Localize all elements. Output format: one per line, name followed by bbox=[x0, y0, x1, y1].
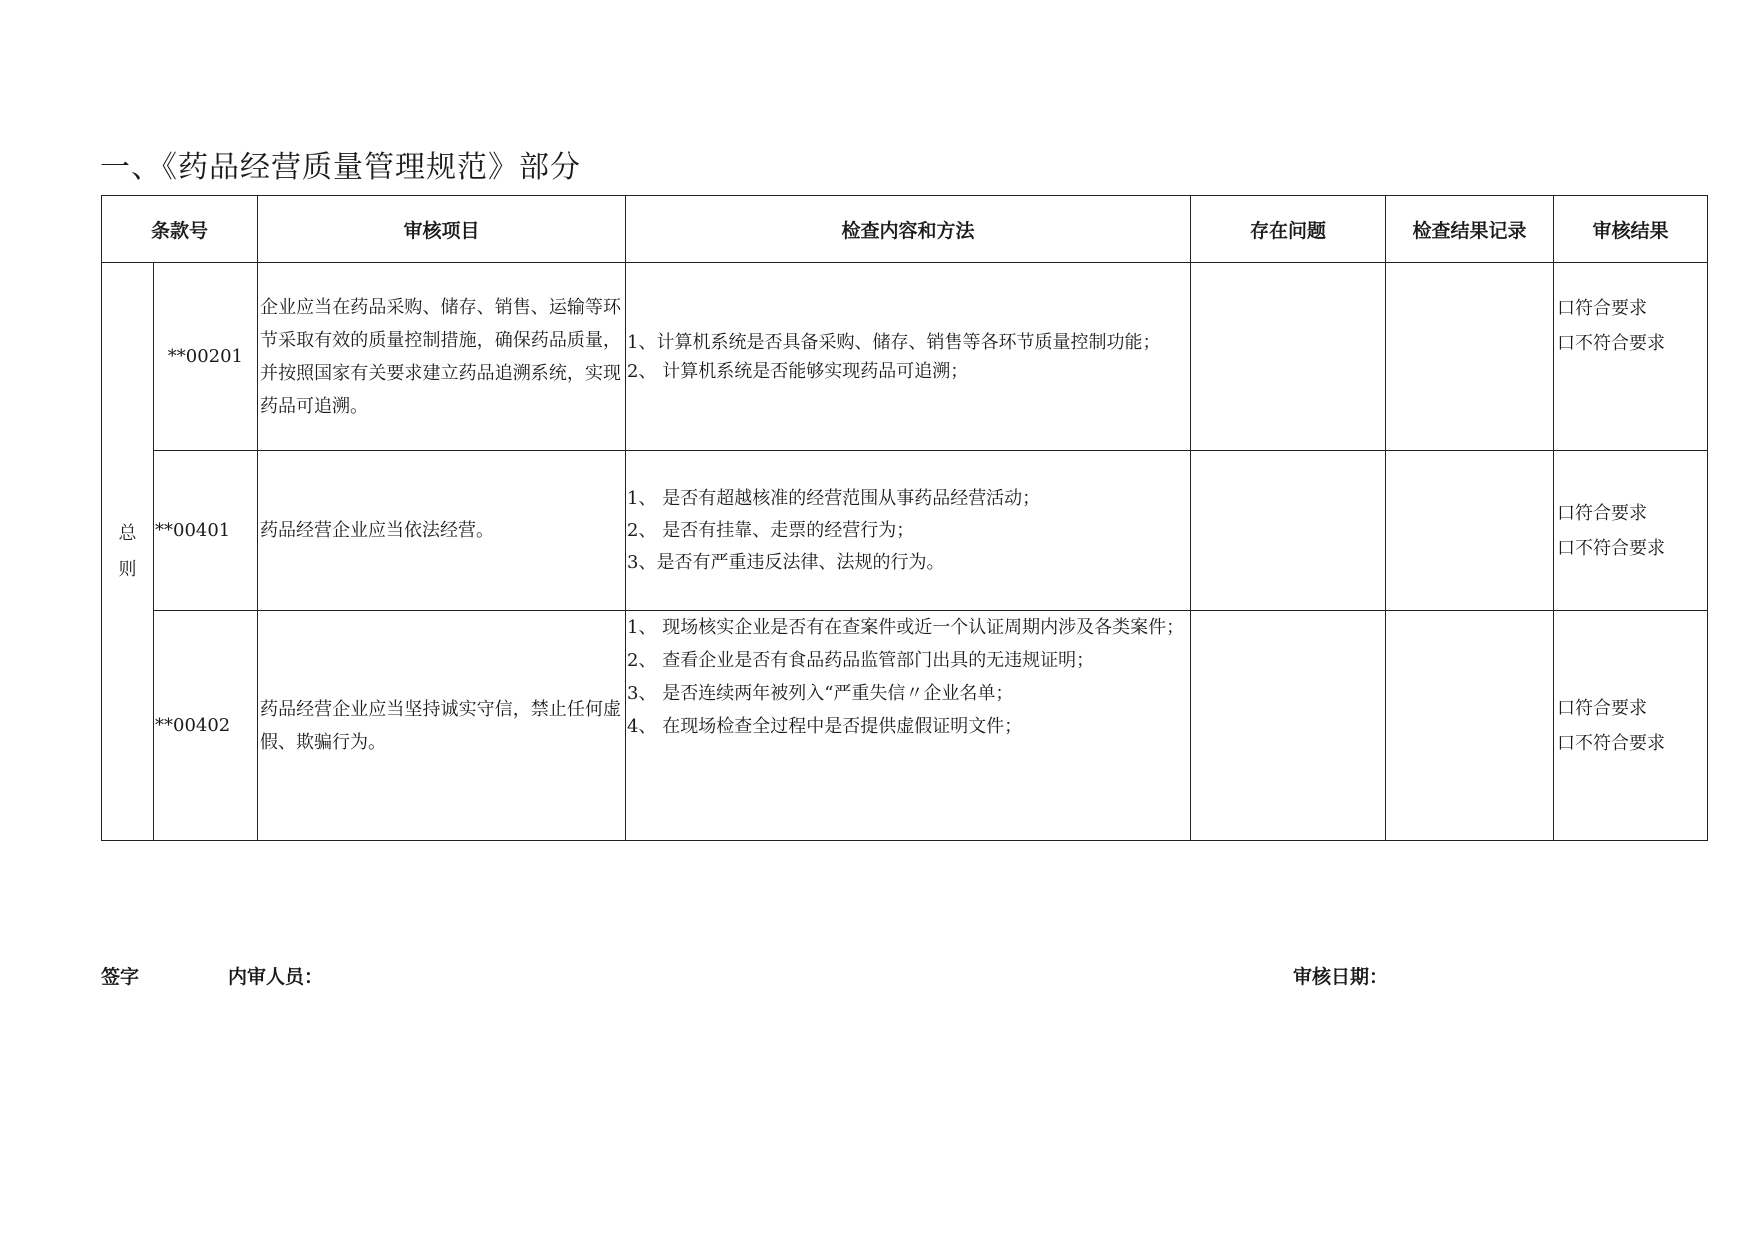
method-line: 2、 查看企业是否有食品药品监管部门出具的无违规证明； bbox=[627, 650, 1095, 671]
result-option-fail[interactable]: 口不符合要求 bbox=[1557, 732, 1666, 754]
section-label-char: 则 bbox=[118, 558, 137, 580]
result-cell bbox=[1554, 611, 1708, 841]
header-issue: 存在问题 bbox=[1191, 196, 1386, 263]
method-line: 2、 计算机系统是否能够实现药品可追溯； bbox=[627, 360, 969, 382]
method-line: 1、 现场核实企业是否有在查案件或近一个认证周期内涉及各类案件； bbox=[627, 617, 1185, 638]
record-cell[interactable] bbox=[1386, 611, 1554, 841]
auditor-label: 内审人员： bbox=[228, 966, 324, 988]
table-row bbox=[102, 451, 1708, 611]
header-result: 审核结果 bbox=[1554, 196, 1708, 263]
page-title: 一、《药品经营质量管理规范》部分 bbox=[100, 150, 581, 185]
result-cell bbox=[1554, 263, 1708, 451]
section-label-cell bbox=[102, 263, 154, 841]
method-line: 4、 在现场检查全过程中是否提供虚假证明文件； bbox=[627, 716, 1023, 737]
result-option-pass[interactable]: 口符合要求 bbox=[1557, 502, 1648, 524]
method-line: 1、计算机系统是否具备采购、储存、销售等各环节质量控制功能； bbox=[627, 331, 1161, 353]
issue-cell[interactable] bbox=[1191, 263, 1386, 451]
result-option-pass[interactable]: 口符合要求 bbox=[1557, 298, 1648, 319]
clause-code: **00201 bbox=[154, 263, 258, 451]
method-line: 3、 是否连续两年被列入“严重失信〃企业名单； bbox=[627, 683, 1014, 704]
audit-item: 药品经营企业应当坚持诚实守信，禁止任何虚假、欺骗行为。 bbox=[258, 611, 626, 841]
header-item: 审核项目 bbox=[258, 196, 626, 263]
record-cell[interactable] bbox=[1386, 451, 1554, 611]
header-method: 检查内容和方法 bbox=[626, 196, 1191, 263]
result-option-pass[interactable]: 口符合要求 bbox=[1557, 697, 1648, 719]
header-clause: 条款号 bbox=[102, 196, 258, 263]
method-line: 2、 是否有挂靠、走票的经营行为； bbox=[627, 519, 915, 541]
audit-table bbox=[101, 195, 1708, 841]
audit-item: 企业应当在药品采购、储存、销售、运输等环节采取有效的质量控制措施，确保药品质量，并按照国家有关要求建立药品追溯系统，实现药品可追溯。 bbox=[258, 263, 626, 451]
check-method bbox=[626, 263, 1191, 451]
table-row bbox=[102, 611, 1708, 841]
audit-item: 药品经营企业应当依法经营。 bbox=[258, 451, 626, 611]
table-row bbox=[102, 263, 1708, 451]
signature-label: 签字 bbox=[101, 966, 140, 988]
method-line: 1、 是否有超越核准的经营范围从事药品经营活动； bbox=[627, 487, 1041, 509]
clause-code: **00401 bbox=[154, 451, 258, 611]
result-cell bbox=[1554, 451, 1708, 611]
audit-date-label: 审核日期： bbox=[1293, 966, 1389, 988]
table-header-row bbox=[102, 196, 1708, 263]
check-method bbox=[626, 611, 1191, 841]
clause-code: **00402 bbox=[154, 611, 258, 841]
check-method bbox=[626, 451, 1191, 611]
issue-cell[interactable] bbox=[1191, 451, 1386, 611]
issue-cell[interactable] bbox=[1191, 611, 1386, 841]
result-option-fail[interactable]: 口不符合要求 bbox=[1557, 537, 1666, 559]
header-record: 检查结果记录 bbox=[1386, 196, 1554, 263]
result-option-fail[interactable]: 口不符合要求 bbox=[1557, 333, 1666, 354]
section-label-char: 总 bbox=[118, 522, 137, 544]
method-line: 3、是否有严重违反法律、法规的行为。 bbox=[627, 551, 945, 573]
record-cell[interactable] bbox=[1386, 263, 1554, 451]
